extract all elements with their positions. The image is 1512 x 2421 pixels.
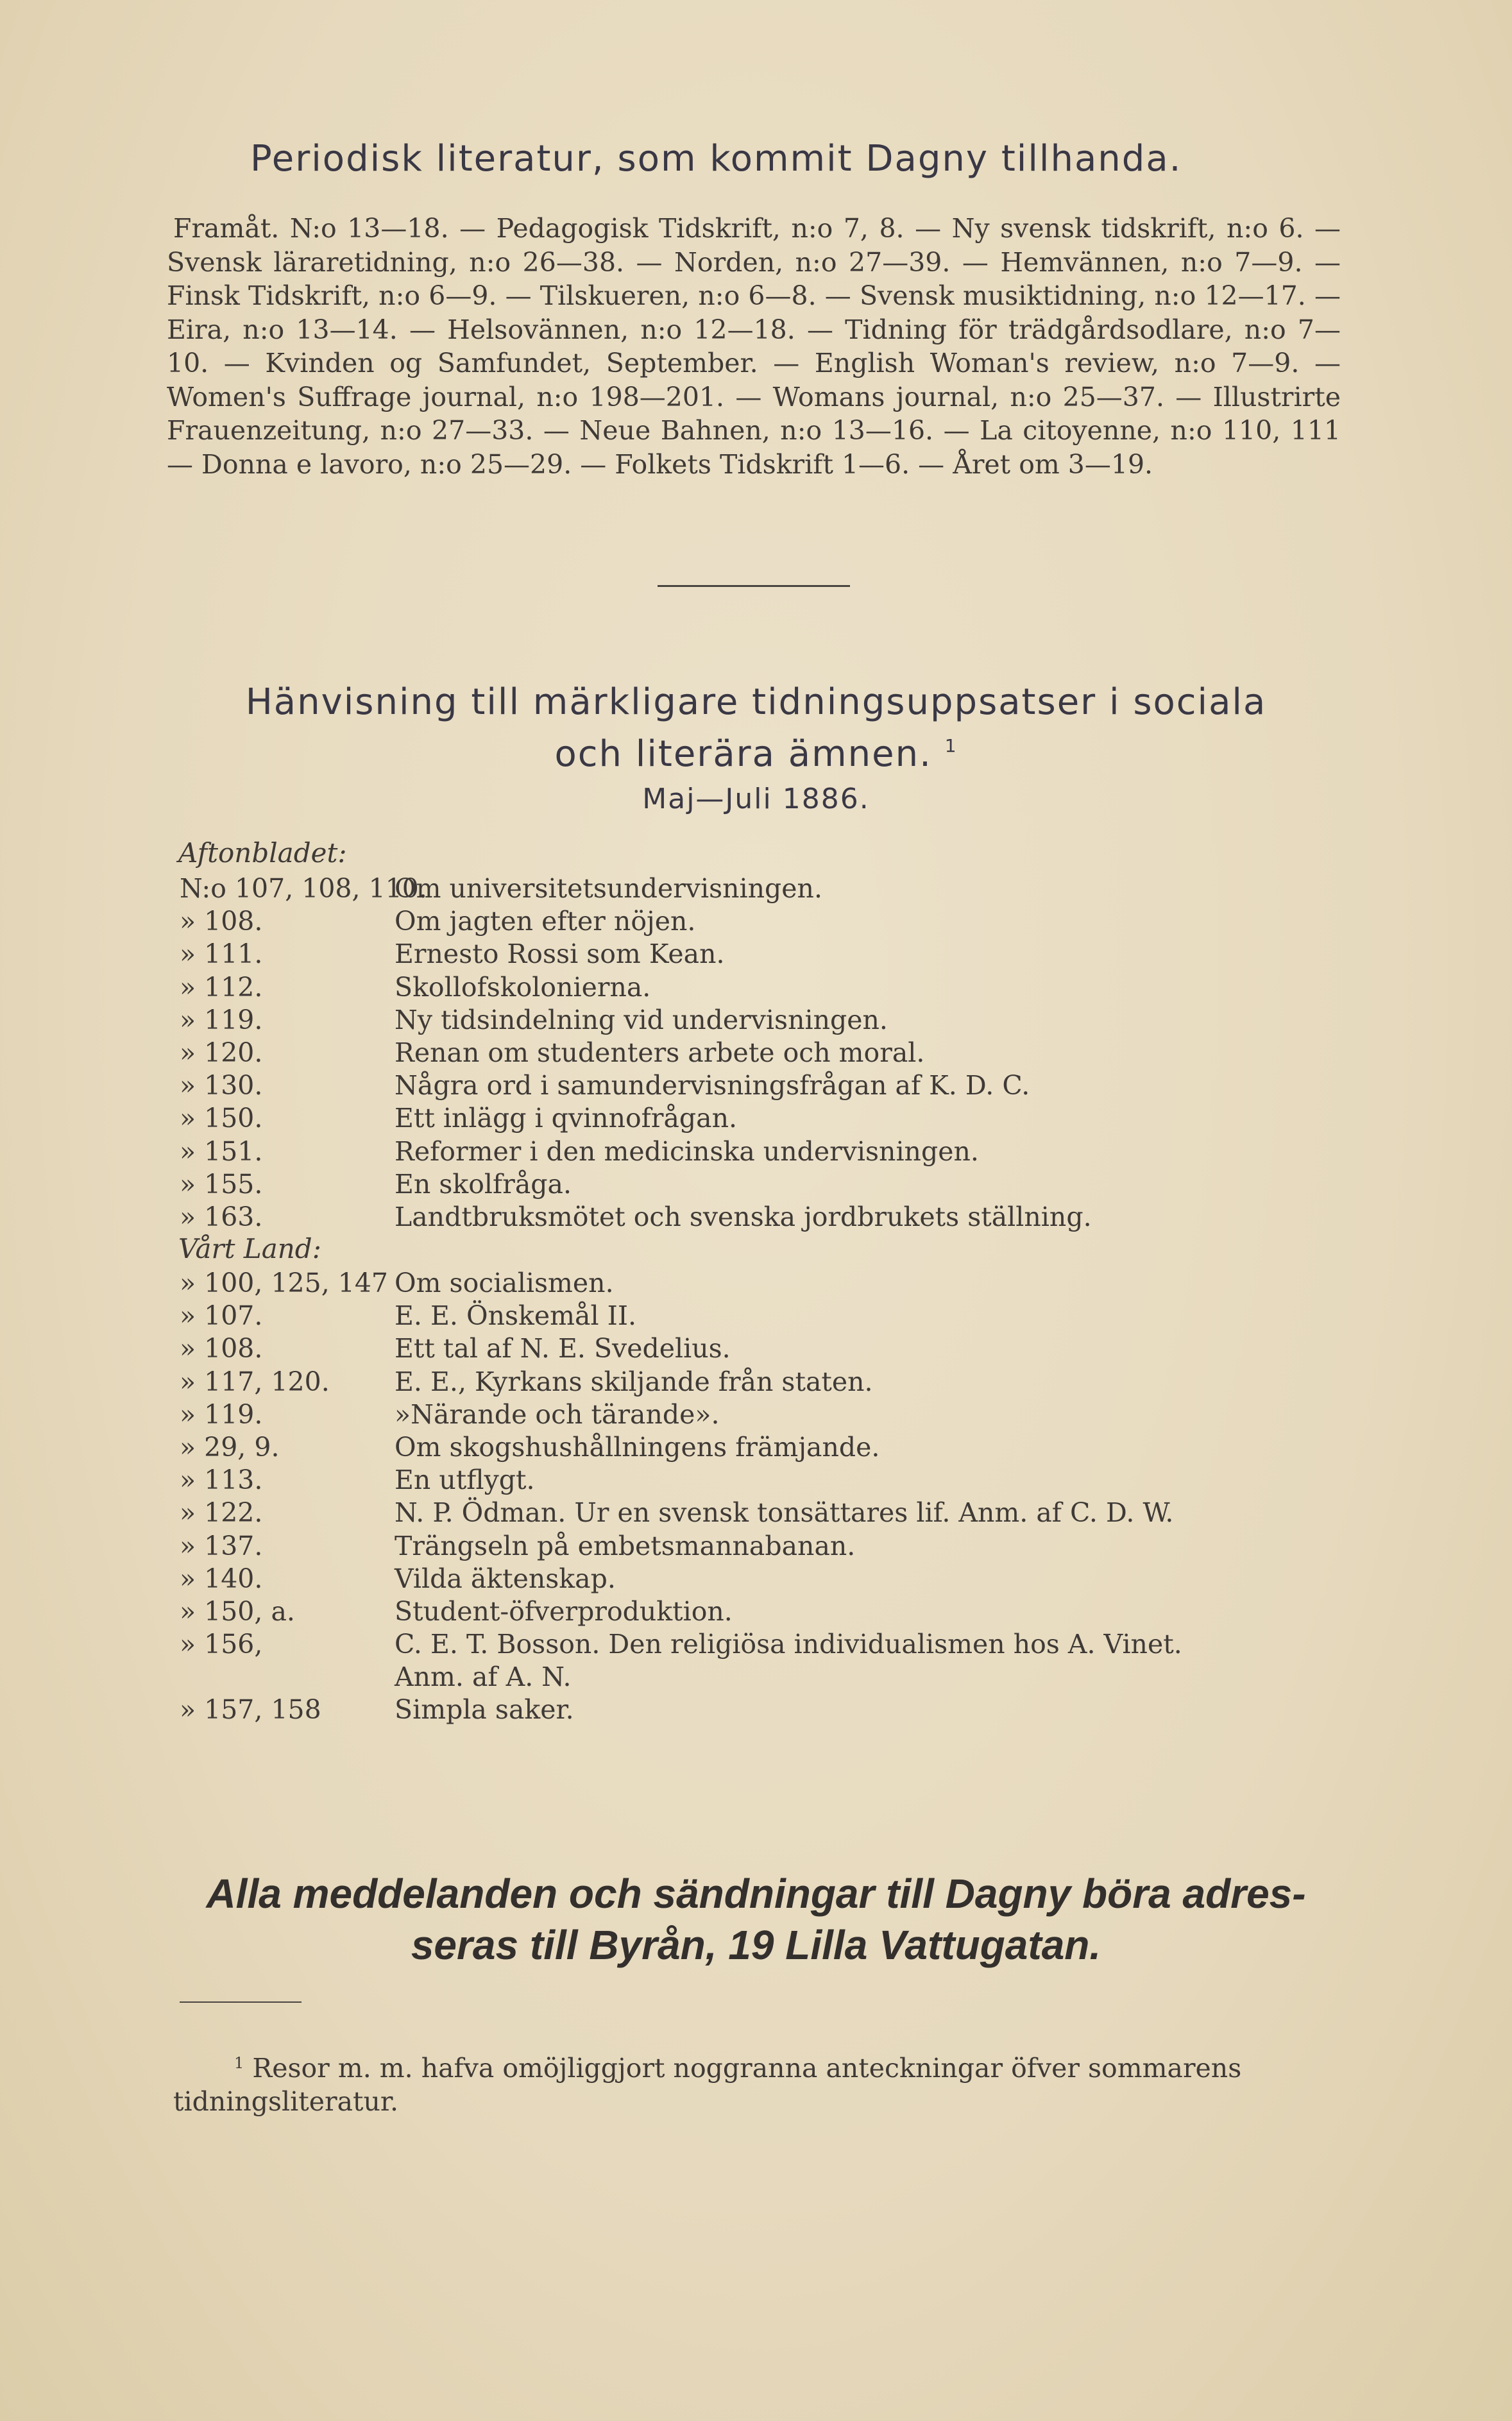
entry-title: C. E. T. Bosson. Den religiösa individualismen hos A. Vinet. <box>395 1629 1182 1660</box>
entry-issue-number: » 108. <box>180 1333 263 1364</box>
footnote-divider <box>180 2001 302 2003</box>
entry-row <box>180 1530 1354 1563</box>
references-heading-line1: Hänvisning till märkligare tidningsuppsatser i sociala <box>245 681 1267 723</box>
footnote-text: Resor m. m. hafva omöjliggjort noggranna anteckningar öfver sommarens tidningsliteratur. <box>173 2053 1242 2117</box>
entry-issue-number: » 140. <box>180 1563 263 1594</box>
entry-issue-number: » 163. <box>180 1201 263 1232</box>
source-name-aftonbladet: Aftonbladet: <box>178 837 347 869</box>
entry-title: Landtbruksmötet och svenska jordbrukets ställning. <box>395 1201 1092 1232</box>
references-date-range: Maj—Juli 1886. <box>642 783 870 815</box>
entry-title: Ny tidsindelning vid undervisningen. <box>395 1004 888 1035</box>
entry-row <box>180 1037 1354 1069</box>
entry-issue-number: » 130. <box>180 1070 263 1101</box>
entry-title: Vilda äktenskap. <box>395 1563 616 1594</box>
entry-title: Reformer i den medicinska undervisningen. <box>395 1135 979 1167</box>
footnote-reference-marker: 1 <box>944 735 958 756</box>
entry-row <box>180 1168 1354 1201</box>
entry-issue-number: » 119. <box>180 1004 263 1035</box>
references-heading-line2 <box>0 733 1512 775</box>
editorial-notice <box>0 1868 1512 1971</box>
entry-issue-number: » 117, 120. <box>180 1366 330 1397</box>
source-name-vart-land: Vårt Land: <box>178 1233 321 1264</box>
entry-issue-number: » 29, 9. <box>180 1431 280 1463</box>
entry-row <box>180 872 1354 905</box>
footnote <box>173 2046 1341 2118</box>
entry-title: En skolfråga. <box>395 1168 572 1200</box>
notice-line-2: seras till Byrån, 19 Lilla Vattugatan. <box>411 1922 1101 1968</box>
entry-row <box>180 1201 1354 1234</box>
entry-issue-number: N:o 107, 108, 110. <box>180 873 427 904</box>
entry-title: En utflygt. <box>395 1465 535 1496</box>
entry-row <box>180 971 1354 1004</box>
entry-row <box>180 1628 1354 1661</box>
entry-issue-number: » 122. <box>180 1497 263 1529</box>
entry-issue-number: » 112. <box>180 971 263 1003</box>
entry-issue-number: » 150, a. <box>180 1595 295 1627</box>
entry-row <box>180 1004 1354 1037</box>
entry-row <box>180 1398 1354 1431</box>
entry-title: »Närande och tärande». <box>395 1398 720 1430</box>
entry-issue-number: » 137. <box>180 1530 263 1561</box>
entry-issue-number: » 157, 158 <box>180 1694 321 1726</box>
entry-row <box>180 1497 1354 1529</box>
entry-title: Skollofskolonierna. <box>395 971 651 1003</box>
entry-issue-number: » 156, <box>180 1629 263 1660</box>
footnote-marker: 1 <box>234 2054 244 2072</box>
entry-row <box>180 938 1354 971</box>
entry-title: Anm. af A. N. <box>395 1661 572 1693</box>
entry-title: Student-öfverproduktion. <box>395 1595 733 1627</box>
entry-title: Ett inlägg i qvinnofrågan. <box>395 1103 738 1134</box>
entry-row <box>180 1595 1354 1628</box>
entry-title: N. P. Ödman. Ur en svensk tonsättares lif. Anm. af C. D. W. <box>395 1497 1174 1529</box>
entry-row <box>180 1694 1354 1726</box>
entry-title: E. E. Önskemål II. <box>395 1300 637 1332</box>
entry-issue-number: » 111. <box>180 939 263 970</box>
entry-issue-number: » 108. <box>180 906 263 937</box>
entries-list-aftonbladet <box>180 872 1354 1234</box>
entry-title: Simpla saker. <box>395 1694 574 1726</box>
entry-row <box>180 1332 1354 1365</box>
entry-row <box>180 1300 1354 1332</box>
section-divider <box>658 585 850 587</box>
entry-issue-number: » 100, 125, 147 <box>180 1268 389 1298</box>
entry-title: Om universitetsundervisningen. <box>395 873 822 904</box>
entry-issue-number: » 119. <box>180 1398 263 1430</box>
entry-issue-number: » 151. <box>180 1135 263 1167</box>
entry-title: Om jagten efter nöjen. <box>395 906 696 937</box>
references-heading-line2-text: och literära ämnen. <box>554 733 932 775</box>
entry-issue-number: » 107. <box>180 1300 263 1332</box>
entry-title: Ett tal af N. E. Svedelius. <box>395 1333 731 1364</box>
entry-title: Trängseln på embetsmannabanan. <box>395 1530 856 1561</box>
entry-issue-number: » 155. <box>180 1168 263 1200</box>
notice-line-1: Alla meddelanden och sändningar till Dagny böra adres- <box>206 1871 1306 1917</box>
entry-issue-number: » 150. <box>180 1103 263 1134</box>
entry-row <box>180 1135 1354 1168</box>
entry-row <box>180 1464 1354 1497</box>
entry-row <box>180 1102 1354 1135</box>
entry-row <box>180 1267 1354 1300</box>
entry-title: E. E., Kyrkans skiljande från staten. <box>395 1366 873 1397</box>
entry-title: Renan om studenters arbete och moral. <box>395 1037 925 1068</box>
entry-row <box>180 1431 1354 1464</box>
periodicals-heading: Periodisk literatur, som kommit Dagny tillhanda. <box>250 138 1182 180</box>
periodicals-list-paragraph: Framåt. N:o 13—18. — Pedagogisk Tidskrift, n:o 7, 8. — Ny svensk tidskrift, n:o 6. — Svensk läraretidning, n:o 26—38. — Norden, n:o 27—39. — Hemvännen, n:o 7—9. — Finsk Tidskrift, n:o 6—9. — Tilskueren, n:o 6—8. — Svensk musiktidning, n:o 12—17. — Eira, n:o 13—14. — Helsovännen, n:o 12—18. — Tidning för trädgårdsodlare, n:o 7—10. — Kvinden og Samfundet, September. — English Woman's review, n:o 7—9. — Women's Suffrage journal, n:o 198—201. — Womans journal, n:o 25—37. — Illustrirte Frauenzeitung, n:o 27—33. — Neue Bahnen, n:o 13—16. — La citoyenne, n:o 110, 111 — Donna e lavoro, n:o 25—29. — Folkets Tidskrift 1—6. — Året om 3—19. <box>167 213 1341 480</box>
entry-row <box>180 1661 1354 1694</box>
entry-row <box>180 1563 1354 1595</box>
entry-title: Ernesto Rossi som Kean. <box>395 939 725 970</box>
entry-row <box>180 1366 1354 1398</box>
entry-title: Om socialismen. <box>395 1268 614 1298</box>
entry-issue-number: » 120. <box>180 1037 263 1068</box>
entry-title: Några ord i samundervisningsfrågan af K. D. C. <box>395 1070 1030 1101</box>
entries-list-vart-land <box>180 1267 1354 1727</box>
entry-title: Om skogshushållningens främjande. <box>395 1431 880 1463</box>
entry-row <box>180 1069 1354 1102</box>
entry-issue-number: » 113. <box>180 1465 263 1496</box>
entry-row <box>180 905 1354 938</box>
